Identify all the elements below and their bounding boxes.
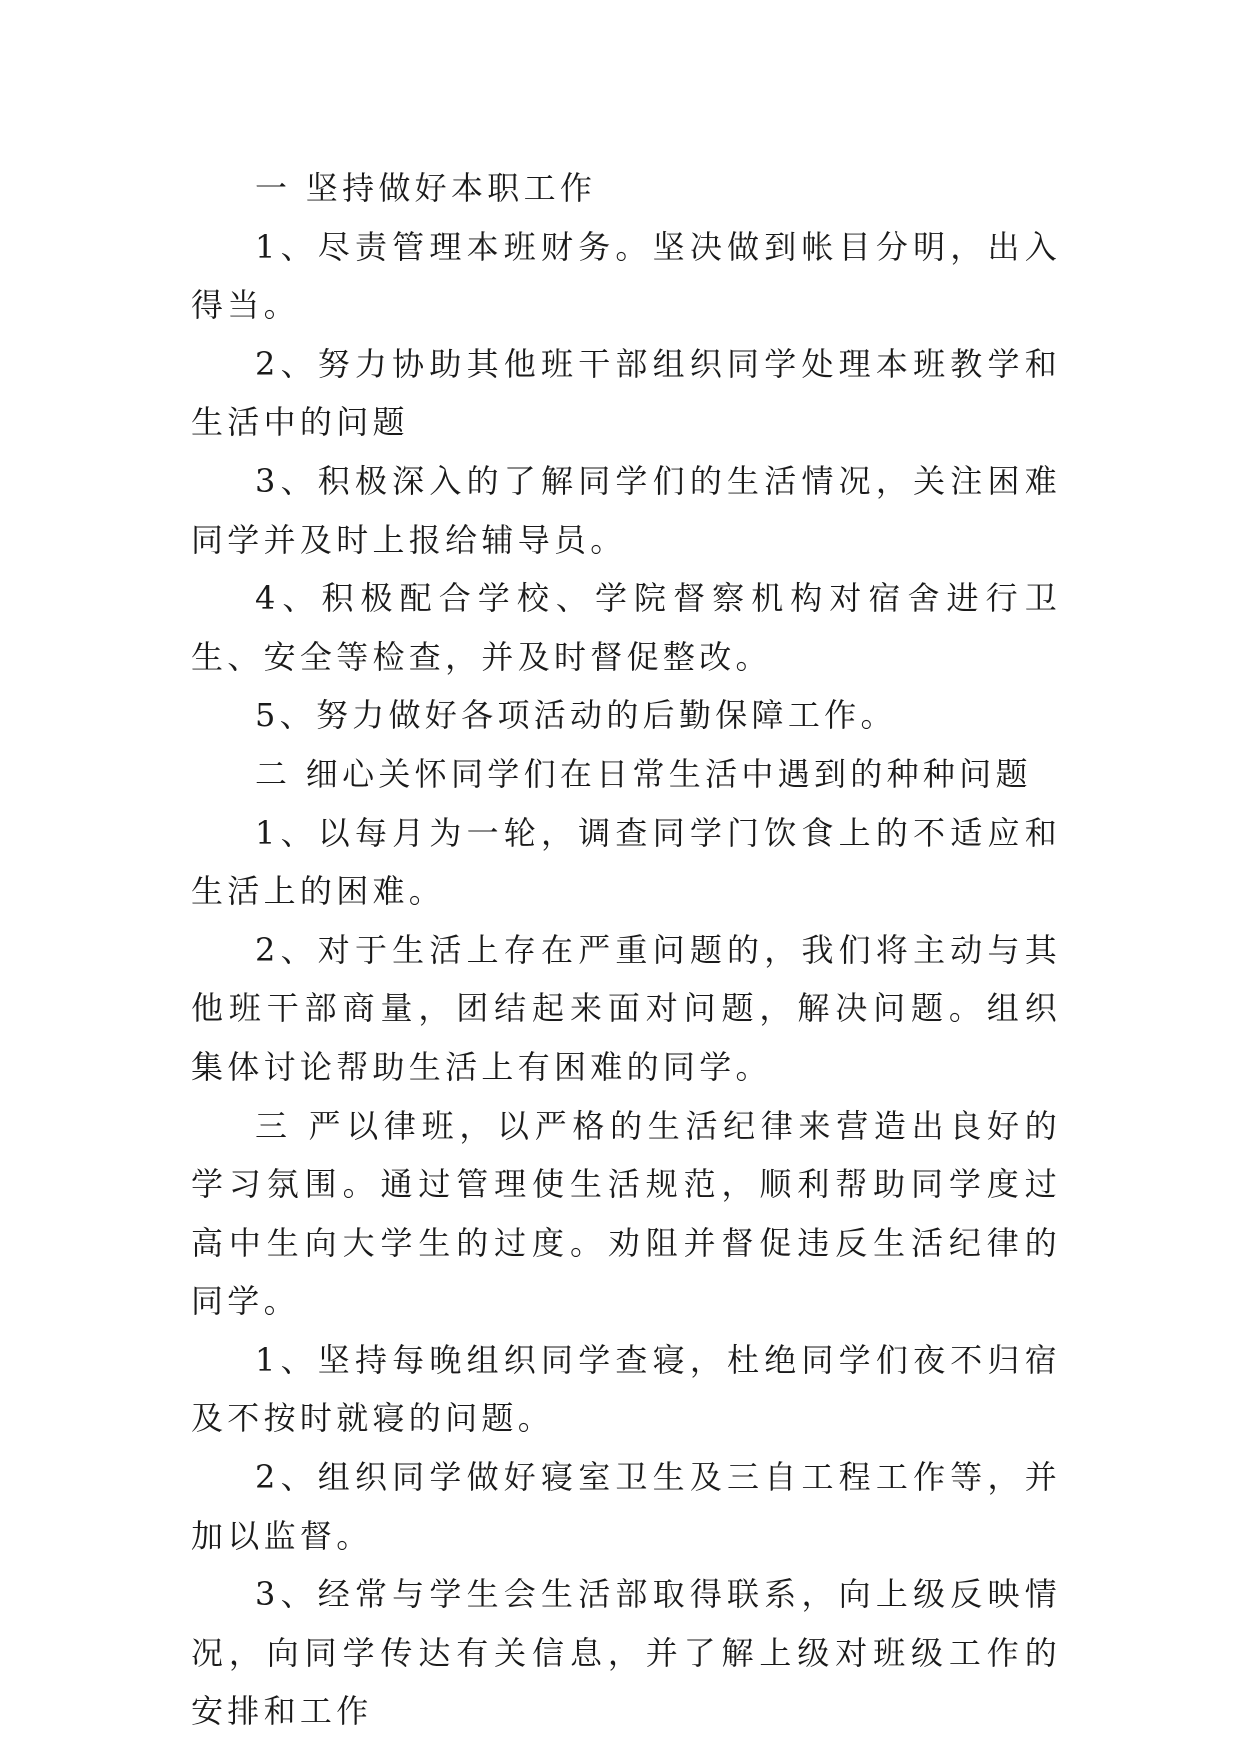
paragraph: 3、积极深入的了解同学们的生活情况，关注困难同学并及时上报给辅导员。	[191, 461, 1061, 559]
paragraph: 1、尽责管理本班财务。坚决做到帐目分明，出入得当。	[191, 227, 1061, 325]
paragraph: 1、坚持每晚组织同学查寝，杜绝同学们夜不归宿及不按时就寝的问题。	[191, 1340, 1061, 1438]
section-heading-1: 一 坚持做好本职工作	[255, 169, 597, 207]
paragraph: 3、经常与学生会生活部取得联系，向上级反映情况，向同学传达有关信息，并了解上级对班级工作的安排和工作	[191, 1575, 1061, 1731]
section-heading-3: 三 严以律班，以严格的生活纪律来营造出良好的学习氛围。通过管理使生活规范，顺利帮助同学度过高中生向大学生的过度。劝阻并督促违反生活纪律的同学。	[191, 1106, 1061, 1321]
document-body	[191, 159, 1061, 1741]
paragraph: 5、努力做好各项活动的后勤保障工作。	[255, 696, 897, 735]
paragraph: 2、组织同学做好寝室卫生及三自工程工作等，并加以监督。	[191, 1458, 1061, 1555]
paragraph: 4、积极配合学校、学院督察机构对宿舍进行卫生、安全等检查，并及时督促整改。	[191, 579, 1061, 676]
paragraph: 2、努力协助其他班干部组织同学处理本班教学和生活中的问题	[191, 344, 1061, 442]
section-heading-2: 二 细心关怀同学们在日常生活中遇到的种种问题	[255, 754, 1032, 793]
paragraph: 1、以每月为一轮，调查同学门饮食上的不适应和生活上的困难。	[191, 813, 1061, 911]
paragraph: 2、对于生活上存在严重问题的，我们将主动与其他班干部商量，团结起来面对问题，解决问题。组织集体讨论帮助生活上有困难的同学。	[191, 930, 1061, 1086]
